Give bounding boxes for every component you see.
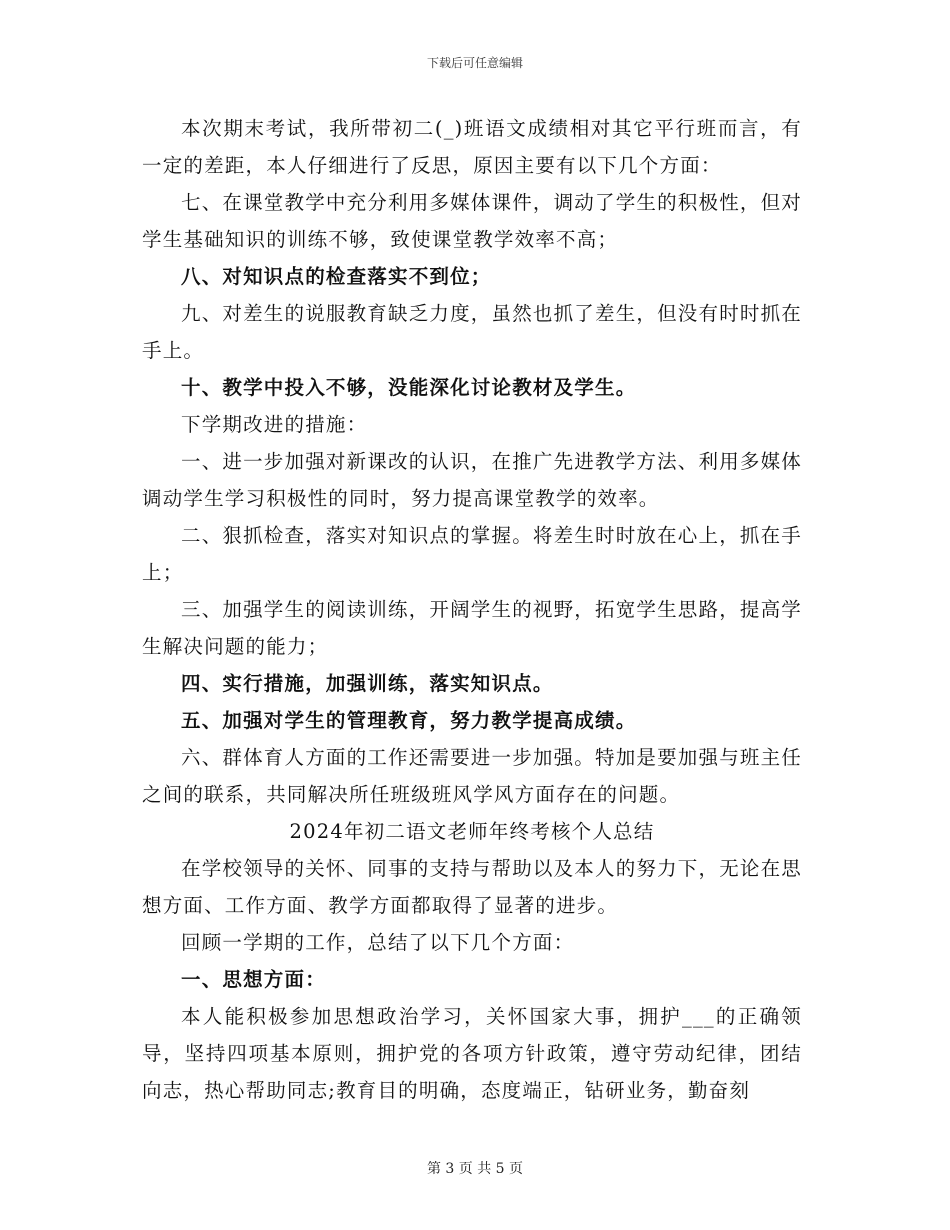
- paragraph-measure-1: 一、进一步加强对新课改的认识，在推广先进教学方法、利用多媒体调动学生学习积极性的同时，努力提高课堂教学的效率。: [142, 450, 803, 510]
- paragraph-measure-3: 三、加强学生的阅读训练，开阔学生的视野，拓宽学生思路，提高学生解决问题的能力；: [142, 598, 803, 658]
- summary-paragraph-thought: 本人能积极参加思想政治学习，关怀国家大事，拥护___的正确领导，坚持四项基本原则，拥护党的各项方针政策，遵守劳动纪律，团结向志，热心帮助同志;教育目的明确，态度端正，钻研业务，勤奋刻: [142, 1005, 802, 1102]
- summary-heading-thought: 一、思想方面：: [181, 968, 326, 991]
- paragraph-measure-5: 五、加强对学生的管理教育，努力教学提高成绩。: [181, 709, 637, 732]
- paragraph-measure-6: 六、群体育人方面的工作还需要进一步加强。特加是要加强与班主任之间的联系，共同解决所任班级班风学风方面存在的问题。: [142, 746, 803, 806]
- paragraph-measures-heading: 下学期改进的措施：: [181, 413, 368, 436]
- summary-paragraph-intro: 在学校领导的关怀、同事的支持与帮助以及本人的努力下，无论在思想方面、工作方面、教学方面都取得了显著的进步。: [142, 857, 803, 917]
- paragraph-item-9: 九、对差生的说服教育缺乏力度，虽然也抓了差生，但没有时时抓在手上。: [142, 302, 803, 362]
- section-title: 2024年初二语文老师年终考核个人总结: [289, 820, 655, 843]
- document-body: [142, 110, 802, 1109]
- paragraph-item-10: 十、教学中投入不够，没能深化讨论教材及学生。: [181, 376, 637, 399]
- paragraph-item-7: 七、在课堂教学中充分利用多媒体课件，调动了学生的积极性，但对学生基础知识的训练不够，致使课堂教学效率不高；: [142, 191, 803, 251]
- paragraph-measure-4: 四、实行措施，加强训练，落实知识点。: [181, 672, 554, 695]
- paragraph-measure-2: 二、狠抓检查，落实对知识点的掌握。将差生时时放在心上，抓在手上；: [142, 524, 803, 584]
- paragraph-intro: 本次期末考试，我所带初二(_)班语文成绩相对其它平行班而言，有一定的差距，本人仔细进行了反思，原因主要有以下几个方面：: [142, 117, 802, 177]
- summary-paragraph-review: 回顾一学期的工作，总结了以下几个方面：: [181, 931, 575, 954]
- page-footer: 第 3 页 共 5 页: [426, 1161, 524, 1177]
- paragraph-item-8: 八、对知识点的检查落实不到位；: [181, 265, 492, 288]
- page-header: 下载后可任意编辑: [426, 56, 523, 70]
